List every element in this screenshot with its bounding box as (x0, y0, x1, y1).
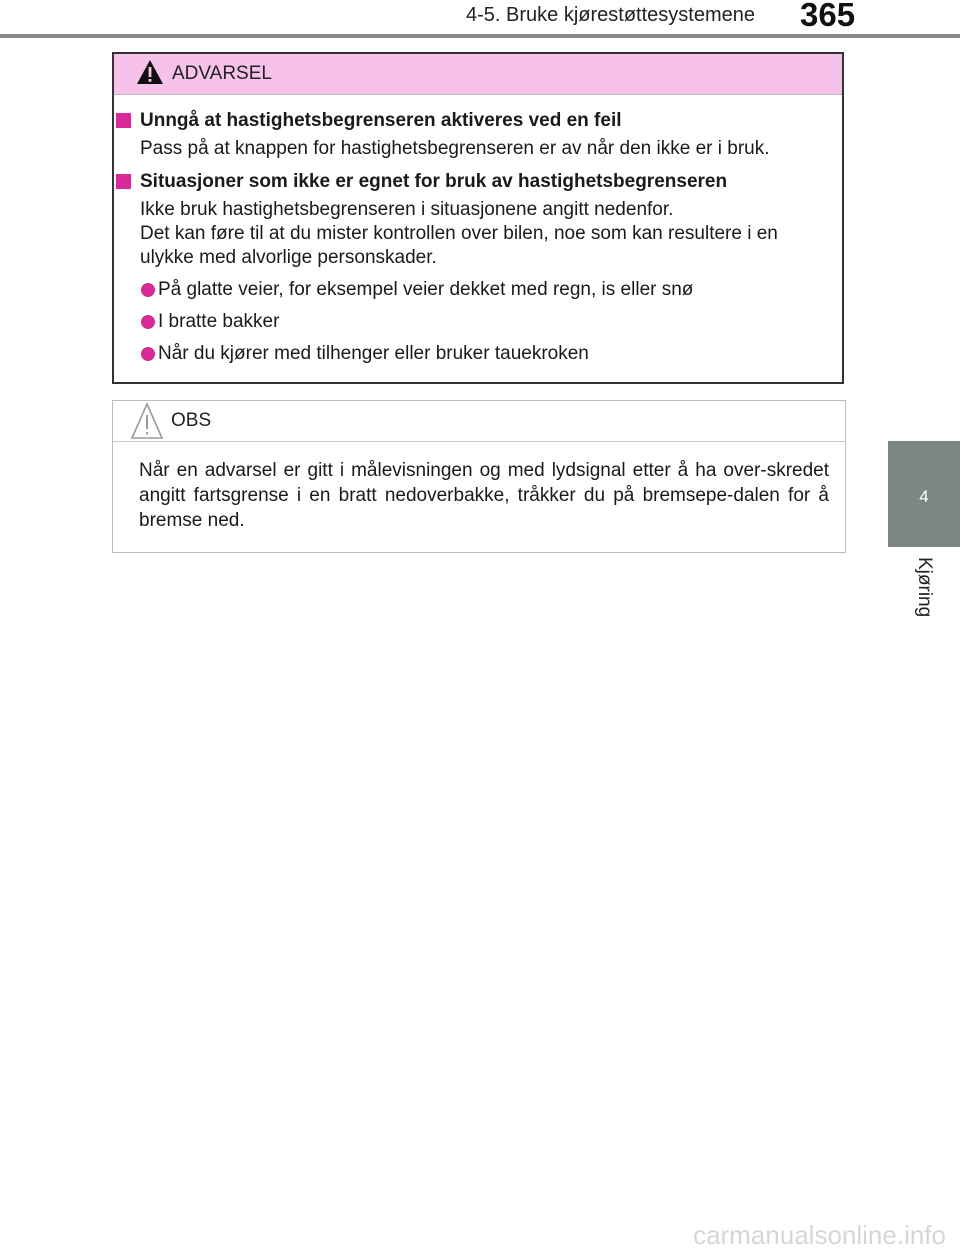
heading-text: Situasjoner som ikke er egnet for bruk av hastighetsbegrenseren (140, 171, 728, 192)
paragraph-line: Det kan føre til at du mister kontrollen over bilen, noe som kan resultere i en ulykke med alvorlige personskader. (140, 223, 778, 268)
watermark: carmanualsonline.info (693, 1220, 946, 1250)
square-bullet-icon (116, 113, 131, 128)
list-item (114, 342, 842, 366)
section-title: 4-5. Bruke kjørestøttesystemene (466, 4, 755, 26)
heading-text: Unngå at hastighetsbegrenseren aktiveres ved en feil (140, 110, 622, 131)
warning-paragraph (114, 198, 842, 270)
round-bullet-icon (141, 315, 155, 329)
chapter-tab-label-area (888, 547, 960, 653)
warning-title: ADVARSEL (172, 63, 272, 84)
page-number: 365 (800, 0, 856, 33)
square-bullet-icon (116, 174, 131, 189)
notice-text: Når en advarsel er gitt i målevisningen og med lydsignal etter å ha over-skredet angitt fartsgrense i en bratt nedoverbakke, tråkker du på bremsepe-dalen for å bremse ned. (139, 460, 829, 531)
list-item-text: I bratte bakker (158, 311, 280, 332)
chapter-number: 4 (919, 487, 929, 506)
warning-header (114, 54, 842, 95)
list-item-text: Når du kjører med tilhenger eller bruker tauekroken (158, 343, 589, 364)
warning-box (112, 52, 844, 384)
header-divider (0, 34, 960, 38)
round-bullet-icon (141, 347, 155, 361)
warning-triangle-icon (136, 59, 164, 90)
paragraph-line: Ikke bruk hastighetsbegrenseren i situasjonene angitt nedenfor. (140, 199, 674, 220)
warning-body (114, 109, 842, 366)
chapter-tab[interactable] (888, 441, 960, 547)
warning-paragraph: Pass på at knappen for hastighetsbegrenseren er av når den ikke er i bruk. (140, 138, 770, 159)
warning-section-heading (114, 109, 842, 133)
notice-title: OBS (171, 410, 212, 431)
warning-section-heading (114, 170, 842, 194)
list-item (114, 310, 842, 334)
caution-triangle-icon (131, 402, 163, 445)
chapter-label: Kjøring (914, 557, 935, 618)
list-item-text: På glatte veier, for eksempel veier dekket med regn, is eller snø (158, 279, 694, 300)
notice-header (113, 401, 845, 442)
list-item (114, 278, 842, 302)
round-bullet-icon (141, 283, 155, 297)
notice-box (112, 400, 846, 553)
